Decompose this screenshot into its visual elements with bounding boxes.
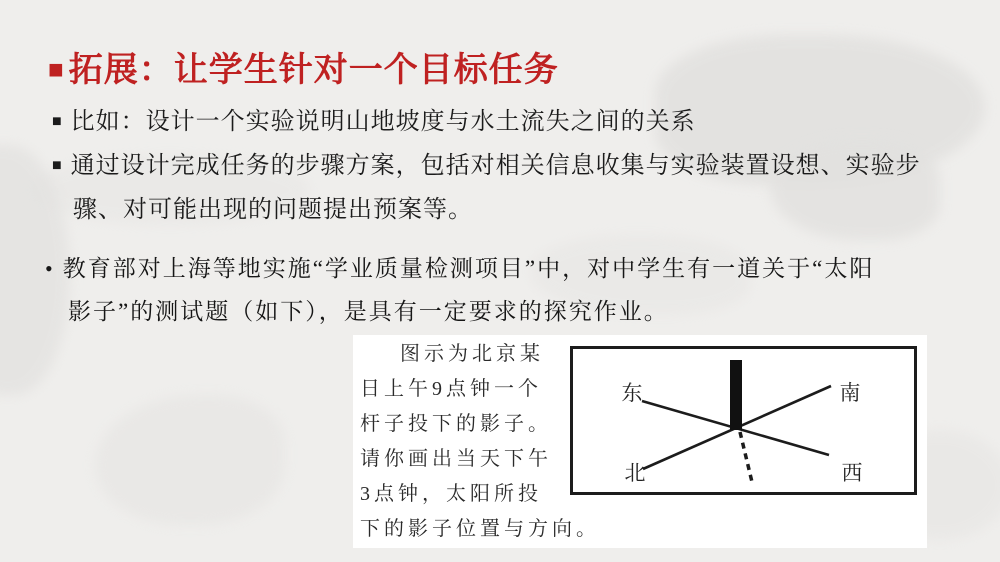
label-south: 南	[839, 381, 861, 405]
map-silhouette-decoration	[95, 395, 285, 525]
page-title-text: 拓展：让学生针对一个目标任务	[68, 51, 559, 89]
bullet-square-icon: ■	[52, 113, 63, 130]
label-north: 北	[624, 461, 646, 485]
bullet-item	[52, 101, 696, 136]
caption-line: 杆子投下的影子。	[360, 413, 552, 435]
title-bullet-square-icon: ■	[48, 54, 65, 84]
bullet-text: 通过设计完成任务的步骤方案，包括对相关信息收集与实验装置设想、实验步	[70, 152, 921, 179]
diagram-border	[572, 348, 916, 494]
figure-panel	[353, 335, 927, 548]
caption-line: 3点钟，太阳所投	[360, 483, 542, 505]
label-east: 东	[621, 381, 643, 405]
pole-bar	[730, 360, 742, 430]
bullet-text: 比如：设计一个实验说明山地坡度与水土流失之间的关系	[70, 108, 696, 135]
bullet-text-continuation: 骤、对可能出现的问题提出预案等。	[73, 196, 473, 223]
caption-line: 图示为北京某	[400, 343, 544, 365]
sun-shadow-diagram	[570, 346, 917, 495]
dot-bullet-icon: •	[45, 256, 53, 281]
paragraph-line-continuation: 影子”的测试题（如下），是具有一定要求的探究作业。	[68, 299, 669, 324]
paragraph-line	[45, 250, 874, 283]
paragraph-text: 教育部对上海等地实施“学业质量检测项目”中，对中学生有一道关于“太阳	[62, 256, 875, 281]
caption-line: 日上午9点钟一个	[360, 378, 542, 400]
label-west: 西	[841, 461, 863, 485]
bullet-square-icon: ■	[52, 157, 63, 174]
bullet-item	[52, 145, 921, 180]
page-title	[48, 42, 559, 91]
caption-line: 下的影子位置与方向。	[360, 518, 600, 540]
caption-line: 请你画出当天下午	[360, 448, 552, 470]
